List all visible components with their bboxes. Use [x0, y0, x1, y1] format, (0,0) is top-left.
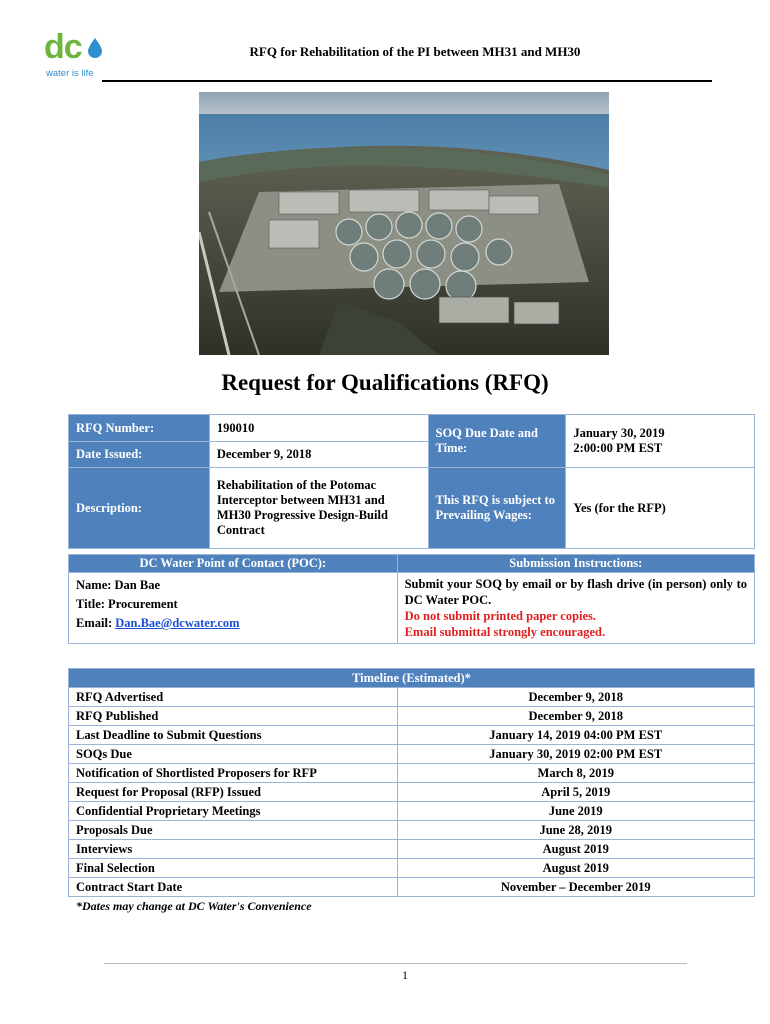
soq-due-value — [566, 415, 755, 468]
logo-wordmark: dc — [44, 28, 82, 66]
timeline-event: Proposals Due — [69, 821, 398, 840]
timeline-event: Confidential Proprietary Meetings — [69, 802, 398, 821]
timeline-date: January 14, 2019 04:00 PM EST — [397, 726, 754, 745]
header-title: RFQ for Rehabilitation of the PI between MH31 and MH30 — [249, 44, 581, 59]
submission-details — [397, 573, 754, 644]
poc-email-link[interactable]: Dan.Bae@dcwater.com — [115, 616, 240, 630]
submission-line-1: Submit your SOQ by email or by flash drive (in person) only to DC Water POC. — [404, 577, 747, 607]
timeline-date: March 8, 2019 — [397, 764, 754, 783]
poc-title: Title: Procurement — [76, 597, 178, 611]
timeline-table — [68, 668, 755, 897]
water-drop-icon — [88, 38, 102, 58]
prevailing-wages-label: This RFQ is subject to Prevailing Wages: — [428, 468, 566, 549]
timeline-row — [69, 840, 755, 859]
logo-tagline: water is life — [46, 68, 94, 79]
poc-header: DC Water Point of Contact (POC): — [69, 555, 398, 573]
timeline-date: August 2019 — [397, 859, 754, 878]
timeline-date: June 28, 2019 — [397, 821, 754, 840]
timeline-event: Interviews — [69, 840, 398, 859]
timeline-date: November – December 2019 — [397, 878, 754, 897]
timeline-event: Request for Proposal (RFP) Issued — [69, 783, 398, 802]
poc-email-label: Email: — [76, 616, 116, 630]
timeline-event: Final Selection — [69, 859, 398, 878]
header-divider — [102, 80, 712, 82]
submission-line-3: Email submittal strongly encouraged. — [404, 625, 606, 639]
poc-submission-table — [68, 554, 755, 644]
timeline-date: June 2019 — [397, 802, 754, 821]
timeline-row — [69, 726, 755, 745]
timeline-row — [69, 707, 755, 726]
timeline-note: *Dates may change at DC Water's Convenience — [76, 899, 312, 913]
soq-due-label: SOQ Due Date and Time: — [428, 415, 566, 468]
description-label: Description: — [69, 468, 210, 549]
timeline-date: April 5, 2019 — [397, 783, 754, 802]
submission-line-2: Do not submit printed paper copies. — [404, 609, 597, 623]
soq-due-date: January 30, 2019 — [573, 426, 665, 440]
timeline-event: Notification of Shortlisted Proposers for RFP — [69, 764, 398, 783]
poc-details — [69, 573, 398, 644]
timeline-event: RFQ Published — [69, 707, 398, 726]
timeline-row — [69, 764, 755, 783]
timeline-row — [69, 688, 755, 707]
dc-water-logo — [44, 28, 106, 82]
prevailing-wages-value: Yes (for the RFP) — [566, 468, 755, 549]
timeline-row — [69, 878, 755, 897]
timeline-date: December 9, 2018 — [397, 707, 754, 726]
timeline-row — [69, 821, 755, 840]
poc-email-line — [76, 614, 390, 633]
page-number: 1 — [402, 968, 408, 982]
timeline-header: Timeline (Estimated)* — [69, 669, 755, 688]
timeline-date: January 30, 2019 02:00 PM EST — [397, 745, 754, 764]
date-issued-label: Date Issued: — [69, 442, 210, 468]
footer-divider — [104, 963, 687, 964]
timeline-date: August 2019 — [397, 840, 754, 859]
rfq-info-table — [68, 414, 755, 549]
timeline-row — [69, 745, 755, 764]
timeline-row — [69, 859, 755, 878]
document-title: Request for Qualifications (RFQ) — [221, 370, 549, 395]
poc-name: Name: Dan Bae — [76, 578, 161, 592]
timeline-row — [69, 802, 755, 821]
timeline-row — [69, 783, 755, 802]
rfq-number-label: RFQ Number: — [69, 415, 210, 442]
soq-due-time: 2:00:00 PM EST — [573, 441, 663, 455]
timeline-event: SOQs Due — [69, 745, 398, 764]
treatment-plant-aerial-photo — [199, 92, 609, 355]
timeline-date: December 9, 2018 — [397, 688, 754, 707]
description-value: Rehabilitation of the Potomac Interceptor between MH31 and MH30 Progressive Design-Build Contract — [209, 468, 428, 549]
rfq-number-value: 190010 — [209, 415, 428, 442]
timeline-event: Last Deadline to Submit Questions — [69, 726, 398, 745]
timeline-event: Contract Start Date — [69, 878, 398, 897]
submission-header: Submission Instructions: — [397, 555, 754, 573]
date-issued-value: December 9, 2018 — [209, 442, 428, 468]
timeline-event: RFQ Advertised — [69, 688, 398, 707]
